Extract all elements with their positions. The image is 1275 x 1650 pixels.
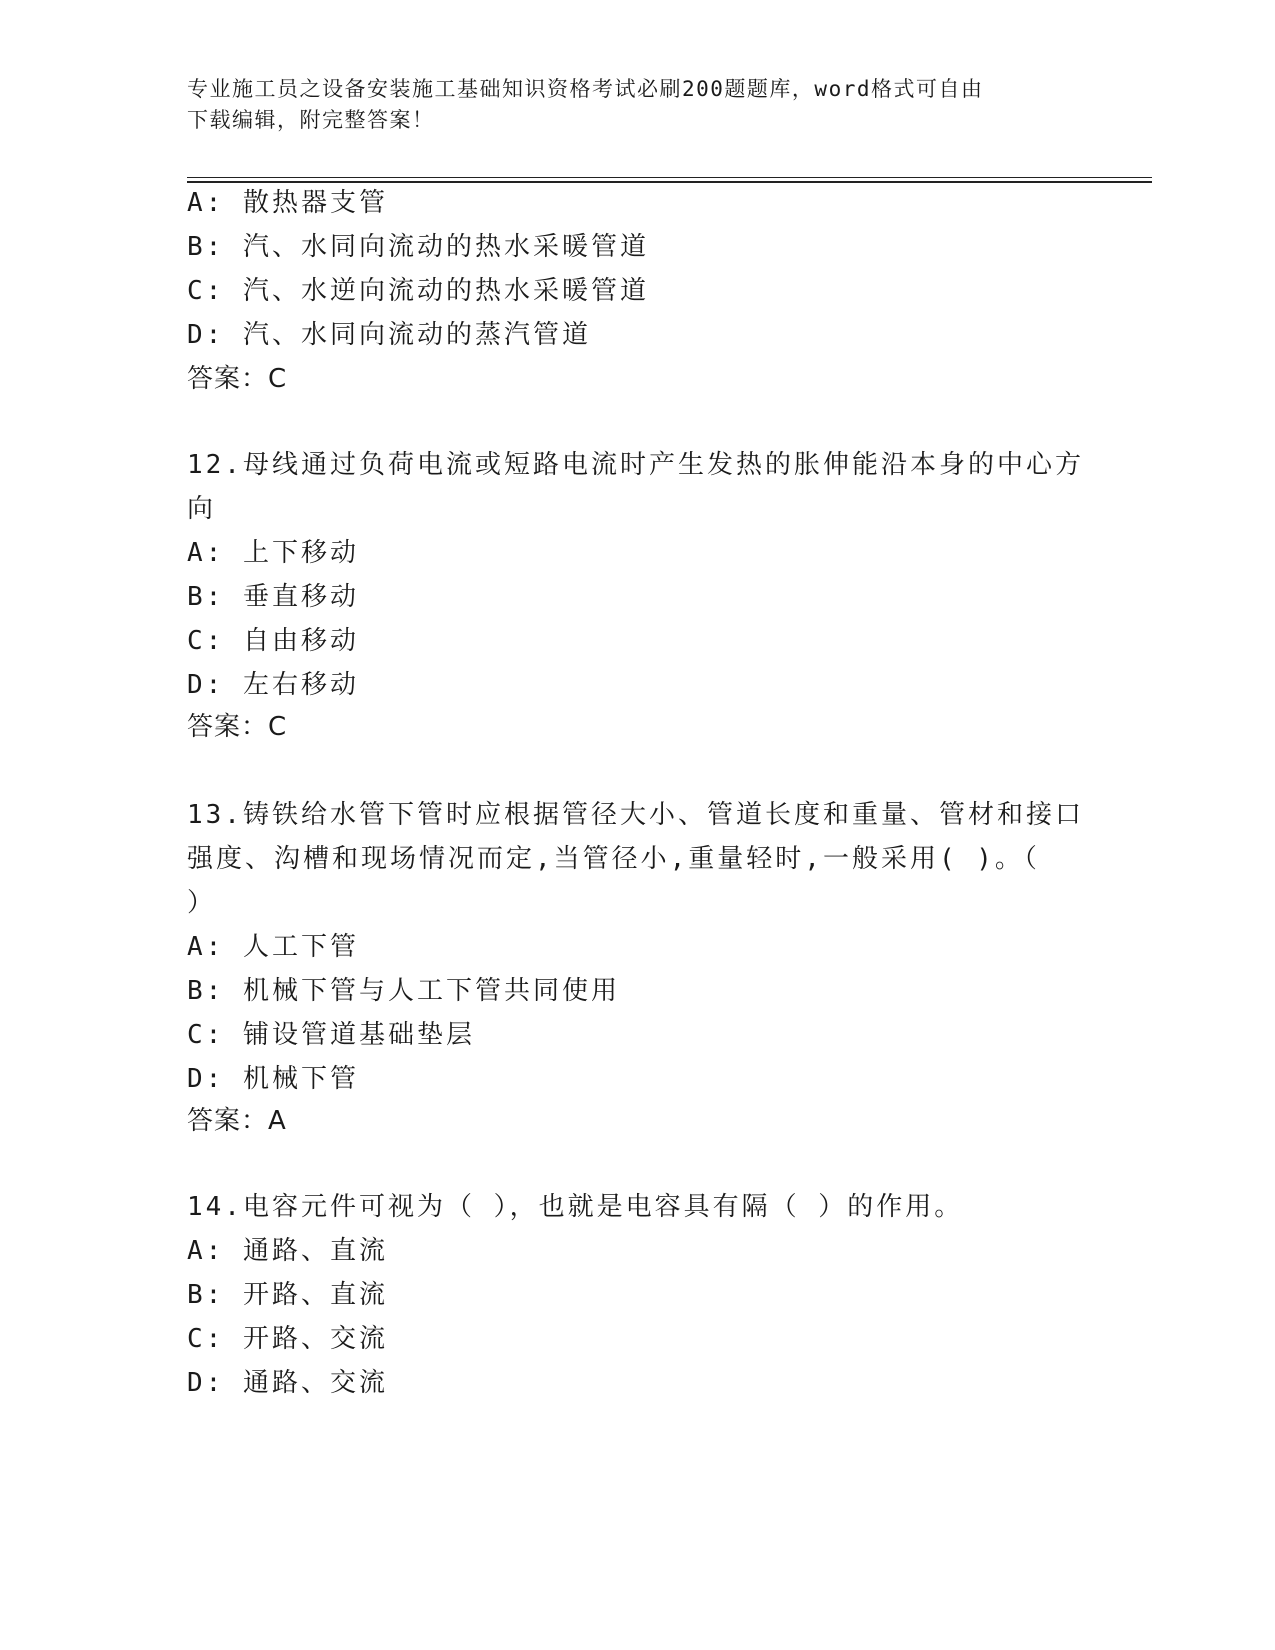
q12-option-b: B: 垂直移动 xyxy=(187,582,359,612)
q13-stem-line-2: 强度、沟槽和现场情况而定,当管径小,重量轻时,一般采用( )。（ xyxy=(187,844,1040,874)
q11-option-d: D: 汽、水同向流动的蒸汽管道 xyxy=(187,320,591,350)
q11-option-b: B: 汽、水同向流动的热水采暖管道 xyxy=(187,232,649,262)
document-header xyxy=(187,74,1067,136)
q13-stem-line-1: 13.铸铁给水管下管时应根据管径大小、管道长度和重量、管材和接口 xyxy=(187,800,1084,830)
header-divider xyxy=(187,177,1152,183)
q12-stem-line-1: 12.母线通过负荷电流或短路电流时产生发热的胀伸能沿本身的中心方 xyxy=(187,450,1084,480)
q12-option-d: D: 左右移动 xyxy=(187,670,359,700)
q11-answer: 答案：C xyxy=(187,364,288,394)
q12-option-a: A: 上下移动 xyxy=(187,538,359,568)
q14-option-b: B: 开路、直流 xyxy=(187,1280,388,1310)
header-line-2: 下载编辑，附完整答案！ xyxy=(187,108,435,132)
q14-stem-line-1: 14.电容元件可视为（ ），也就是电容具有隔（ ）的作用。 xyxy=(187,1192,964,1222)
q12-answer: 答案：C xyxy=(187,712,288,742)
q12-option-c: C: 自由移动 xyxy=(187,626,359,656)
q14-option-c: C: 开路、交流 xyxy=(187,1324,388,1354)
header-line-1: 专业施工员之设备安装施工基础知识资格考试必刷200题题库，word格式可自由 xyxy=(187,77,984,101)
q13-answer: 答案：A xyxy=(187,1106,287,1136)
q11-option-a: A: 散热器支管 xyxy=(187,188,388,218)
q12-stem-line-2: 向 xyxy=(187,494,217,524)
q13-stem-line-3: ） xyxy=(187,888,217,918)
q14-option-a: A: 通路、直流 xyxy=(187,1236,388,1266)
q14-option-d: D: 通路、交流 xyxy=(187,1368,388,1398)
q13-option-d: D: 机械下管 xyxy=(187,1064,359,1094)
q11-option-c: C: 汽、水逆向流动的热水采暖管道 xyxy=(187,276,649,306)
q13-option-b: B: 机械下管与人工下管共同使用 xyxy=(187,976,620,1006)
q13-option-c: C: 铺设管道基础垫层 xyxy=(187,1020,475,1050)
q13-option-a: A: 人工下管 xyxy=(187,932,359,962)
